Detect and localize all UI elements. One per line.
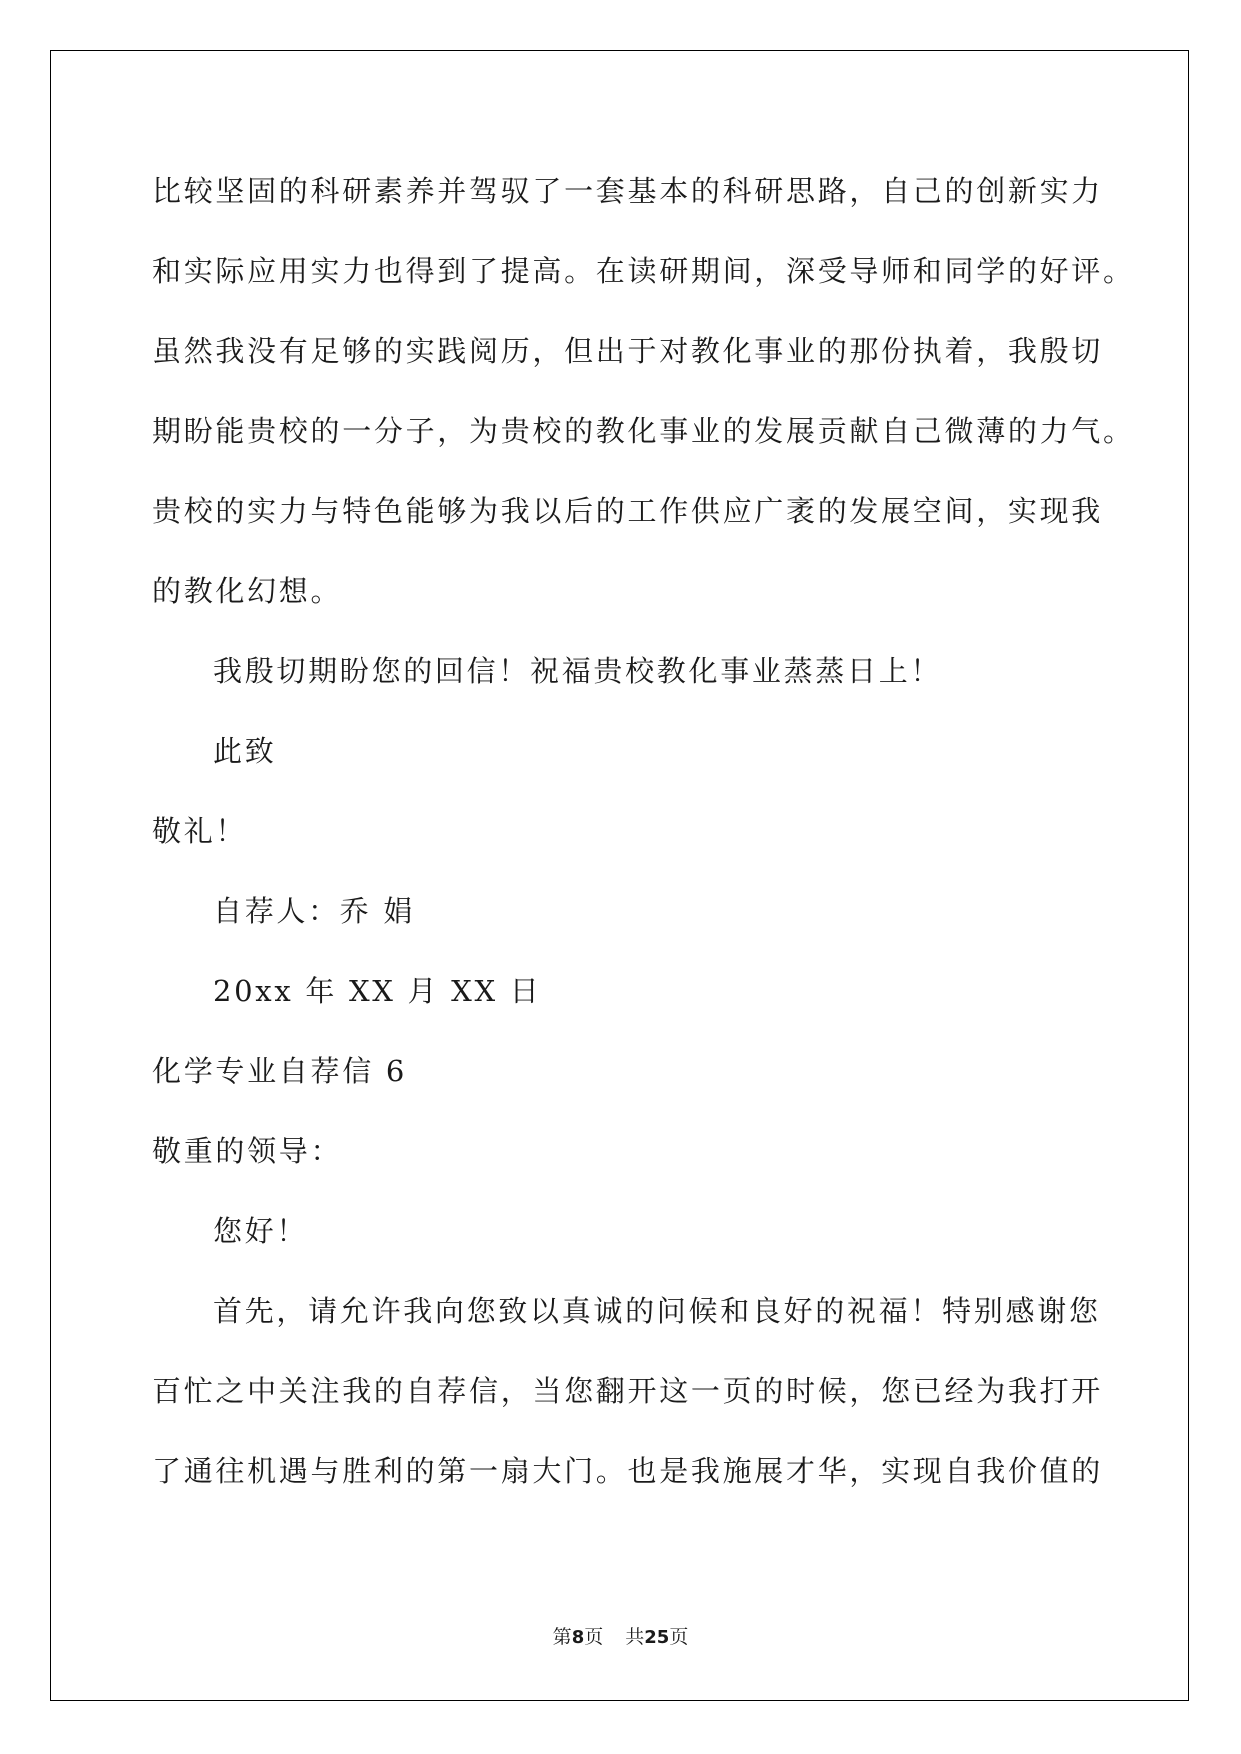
body-line-4: 期盼能贵校的一分子，为贵校的教化事业的发展贡献自己微薄的力气。 [152, 414, 1135, 448]
greeting-recipient: 敬重的领导： [152, 1134, 343, 1168]
body-line-6: 的教化幻想。 [152, 574, 343, 608]
body-line-9: 了通往机遇与胜利的第一扇大门。也是我施展才华，实现自我价值的 [152, 1454, 1104, 1488]
body-line-5: 贵校的实力与特色能够为我以后的工作供应广袤的发展空间，实现我 [152, 494, 1104, 528]
page-prefix: 第 [552, 1626, 572, 1648]
body-line-2: 和实际应用实力也得到了提高。在读研期间，深受导师和同学的好评。 [152, 254, 1135, 288]
closing-wish: 我殷切期盼您的回信！祝福贵校教化事业蒸蒸日上！ [213, 654, 943, 688]
body-line-3: 虽然我没有足够的实践阅历，但出于对教化事业的那份执着，我殷切 [152, 334, 1104, 368]
total-prefix: 共 [625, 1626, 645, 1648]
greeting-hello: 您好！ [213, 1214, 309, 1248]
page-footer [0, 1622, 1241, 1649]
page-suffix: 页 [584, 1626, 604, 1648]
salutation-jingli: 敬礼！ [152, 814, 248, 848]
salutation-cizhi: 此致 [213, 734, 277, 768]
body-line-8: 百忙之中关注我的自荐信，当您翻开这一页的时候，您已经为我打开 [152, 1374, 1104, 1408]
section-title: 化学专业自荐信 6 [152, 1054, 407, 1088]
date-line: 20xx 年 XX 月 XX 日 [213, 974, 542, 1008]
body-line-7: 首先，请允许我向您致以真诚的问候和良好的祝福！特别感谢您 [213, 1294, 1101, 1328]
total-pages: 25 [644, 1627, 670, 1648]
signature-line: 自荐人：乔 娟 [213, 894, 416, 928]
body-line-1: 比较坚固的科研素养并驾驭了一套基本的科研思路，自己的创新实力 [152, 174, 1104, 208]
total-suffix: 页 [669, 1626, 689, 1648]
page-number: 8 [571, 1627, 585, 1648]
